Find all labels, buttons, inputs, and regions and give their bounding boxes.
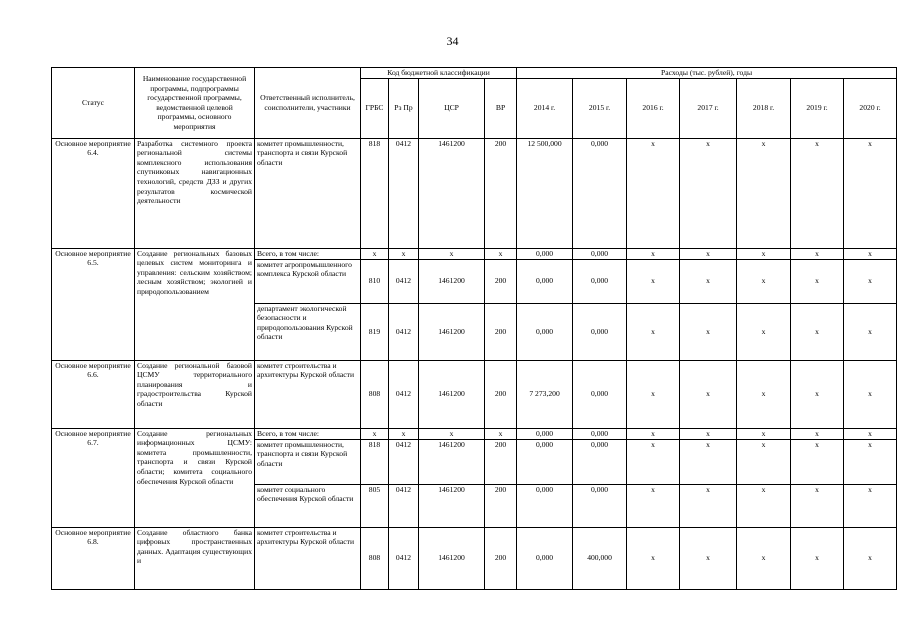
cell-2014: 0,000 (517, 484, 573, 527)
cell-2015: 0,000 (573, 138, 627, 248)
cell-2019: x (791, 303, 844, 360)
header-2020: 2020 г. (844, 78, 897, 138)
header-rzpr: Рз Пр (389, 78, 419, 138)
cell-2015: 0,000 (573, 259, 627, 303)
cell-2014: 0,000 (517, 303, 573, 360)
row-responsible: Всего, в том числе: (255, 428, 361, 439)
row-responsible: комитет промышленности, транспорта и связи Курской области (255, 138, 361, 248)
cell-vr: x (485, 248, 517, 259)
row-name: Создание областного банка цифровых пространственных данных. Адаптация существующих и (135, 527, 255, 589)
header-name: Наименование государственной программы, подпрограммы государственной программы, ведомственной целевой программы, основного мероприятия (135, 68, 255, 139)
cell-vr: 200 (485, 484, 517, 527)
cell-grbs: 808 (361, 360, 389, 428)
cell-2019: x (791, 248, 844, 259)
cell-csr: 1461200 (419, 360, 485, 428)
header-csr: ЦСР (419, 78, 485, 138)
cell-2016: x (627, 360, 680, 428)
cell-2019: x (791, 527, 844, 589)
cell-vr: 200 (485, 303, 517, 360)
header-responsible: Ответственный исполнитель, соисполнители, участники (255, 68, 361, 139)
cell-2018: x (737, 428, 791, 439)
cell-rzpr: 0412 (389, 360, 419, 428)
row-name: Создание региональных информационных ЦСМУ: комитета промышленности, транспорта и связи Курской области; комитета социального обеспечения Курской области (135, 428, 255, 527)
cell-csr: x (419, 428, 485, 439)
cell-grbs: 818 (361, 138, 389, 248)
cell-2020: x (844, 428, 897, 439)
cell-2016: x (627, 259, 680, 303)
row-name: Разработка системного проекта региональной системы комплексного использования спутниковых навигационных технологий, средств ДЗЗ и других результатов космической деятельности (135, 138, 255, 248)
row-name: Создание региональной базовой ЦСМУ территориального планирования и градостроительства Курской области (135, 360, 255, 428)
cell-vr: 200 (485, 439, 517, 484)
cell-2018: x (737, 138, 791, 248)
cell-grbs: x (361, 248, 389, 259)
cell-2018: x (737, 484, 791, 527)
cell-2020: x (844, 303, 897, 360)
row-responsible: Всего, в том числе: (255, 248, 361, 259)
row-status: Основное мероприятие 6.6. (52, 360, 135, 428)
header-expenses: Расходы (тыс. рублей), годы (517, 68, 897, 79)
cell-vr: 200 (485, 259, 517, 303)
cell-grbs: x (361, 428, 389, 439)
cell-csr: 1461200 (419, 484, 485, 527)
row-status: Основное мероприятие 6.8. (52, 527, 135, 589)
cell-2020: x (844, 484, 897, 527)
header-grbs: ГРБС (361, 78, 389, 138)
header-2014: 2014 г. (517, 78, 573, 138)
cell-rzpr: 0412 (389, 138, 419, 248)
cell-2016: x (627, 303, 680, 360)
cell-2018: x (737, 527, 791, 589)
cell-grbs: 808 (361, 527, 389, 589)
header-budget-code: Код бюджетной классификации (361, 68, 517, 79)
cell-grbs: 819 (361, 303, 389, 360)
cell-2020: x (844, 360, 897, 428)
row-status: Основное мероприятие 6.7. (52, 428, 135, 527)
cell-vr: 200 (485, 360, 517, 428)
header-2018: 2018 г. (737, 78, 791, 138)
cell-2014: 0,000 (517, 527, 573, 589)
cell-2015: 0,000 (573, 248, 627, 259)
cell-2017: x (680, 527, 737, 589)
cell-csr: 1461200 (419, 138, 485, 248)
cell-2014: 7 273,200 (517, 360, 573, 428)
cell-csr: x (419, 248, 485, 259)
cell-grbs: 805 (361, 484, 389, 527)
cell-2015: 0,000 (573, 439, 627, 484)
cell-2017: x (680, 428, 737, 439)
cell-2017: x (680, 138, 737, 248)
cell-2016: x (627, 428, 680, 439)
header-2017: 2017 г. (680, 78, 737, 138)
row-status: Основное мероприятие 6.4. (52, 138, 135, 248)
row-responsible: комитет строительства и архитектуры Курской области (255, 360, 361, 428)
cell-vr: x (485, 428, 517, 439)
cell-2020: x (844, 248, 897, 259)
cell-2015: 0,000 (573, 428, 627, 439)
budget-table (51, 67, 897, 590)
row-responsible: комитет промышленности, транспорта и связи Курской области (255, 439, 361, 484)
cell-rzpr: 0412 (389, 259, 419, 303)
table-row (52, 360, 897, 428)
page-number: 34 (446, 34, 459, 48)
header-vr: ВР (485, 78, 517, 138)
cell-2019: x (791, 484, 844, 527)
cell-2016: x (627, 527, 680, 589)
cell-2018: x (737, 248, 791, 259)
cell-2016: x (627, 248, 680, 259)
table-row (52, 428, 897, 439)
cell-2020: x (844, 527, 897, 589)
cell-grbs: 810 (361, 259, 389, 303)
row-responsible: департамент экологической безопасности и природопользования Курской области (255, 303, 361, 360)
header-2019: 2019 г. (791, 78, 844, 138)
cell-2018: x (737, 439, 791, 484)
cell-2020: x (844, 439, 897, 484)
cell-vr: 200 (485, 527, 517, 589)
row-responsible: комитет строительства и архитектуры Курской области (255, 527, 361, 589)
cell-2020: x (844, 259, 897, 303)
cell-csr: 1461200 (419, 527, 485, 589)
cell-2015: 0,000 (573, 484, 627, 527)
cell-rzpr: 0412 (389, 439, 419, 484)
cell-rzpr: x (389, 248, 419, 259)
table-row (52, 138, 897, 248)
cell-csr: 1461200 (419, 259, 485, 303)
cell-2015: 0,000 (573, 303, 627, 360)
cell-2017: x (680, 360, 737, 428)
cell-2016: x (627, 138, 680, 248)
cell-2019: x (791, 428, 844, 439)
cell-2017: x (680, 484, 737, 527)
cell-2014: 12 500,000 (517, 138, 573, 248)
cell-2017: x (680, 303, 737, 360)
cell-2019: x (791, 439, 844, 484)
header-status: Статус (52, 68, 135, 139)
cell-rzpr: 0412 (389, 303, 419, 360)
cell-2015: 400,000 (573, 527, 627, 589)
cell-2014: 0,000 (517, 428, 573, 439)
cell-2014: 0,000 (517, 259, 573, 303)
cell-rzpr: 0412 (389, 527, 419, 589)
cell-2015: 0,000 (573, 360, 627, 428)
cell-2014: 0,000 (517, 439, 573, 484)
cell-rzpr: 0412 (389, 484, 419, 527)
table-row (52, 527, 897, 589)
cell-2016: x (627, 484, 680, 527)
cell-2016: x (627, 439, 680, 484)
row-responsible: комитет социального обеспечения Курской области (255, 484, 361, 527)
cell-csr: 1461200 (419, 303, 485, 360)
header-2015: 2015 г. (573, 78, 627, 138)
cell-2014: 0,000 (517, 248, 573, 259)
cell-2019: x (791, 259, 844, 303)
cell-2020: x (844, 138, 897, 248)
row-status: Основное мероприятие 6.5. (52, 248, 135, 360)
cell-2017: x (680, 439, 737, 484)
cell-2019: x (791, 360, 844, 428)
cell-2017: x (680, 248, 737, 259)
cell-2018: x (737, 360, 791, 428)
cell-grbs: 818 (361, 439, 389, 484)
cell-2017: x (680, 259, 737, 303)
cell-2018: x (737, 303, 791, 360)
cell-2018: x (737, 259, 791, 303)
cell-rzpr: x (389, 428, 419, 439)
header-2016: 2016 г. (627, 78, 680, 138)
table-row (52, 248, 897, 259)
cell-2019: x (791, 138, 844, 248)
row-name: Создание региональных базовых целевых систем мониторинга и управления: сельским хозяйством; лесным хозяйством; экологией и природопользованием (135, 248, 255, 360)
cell-vr: 200 (485, 138, 517, 248)
cell-csr: 1461200 (419, 439, 485, 484)
row-responsible: комитет агропромышленного комплекса Курской области (255, 259, 361, 303)
